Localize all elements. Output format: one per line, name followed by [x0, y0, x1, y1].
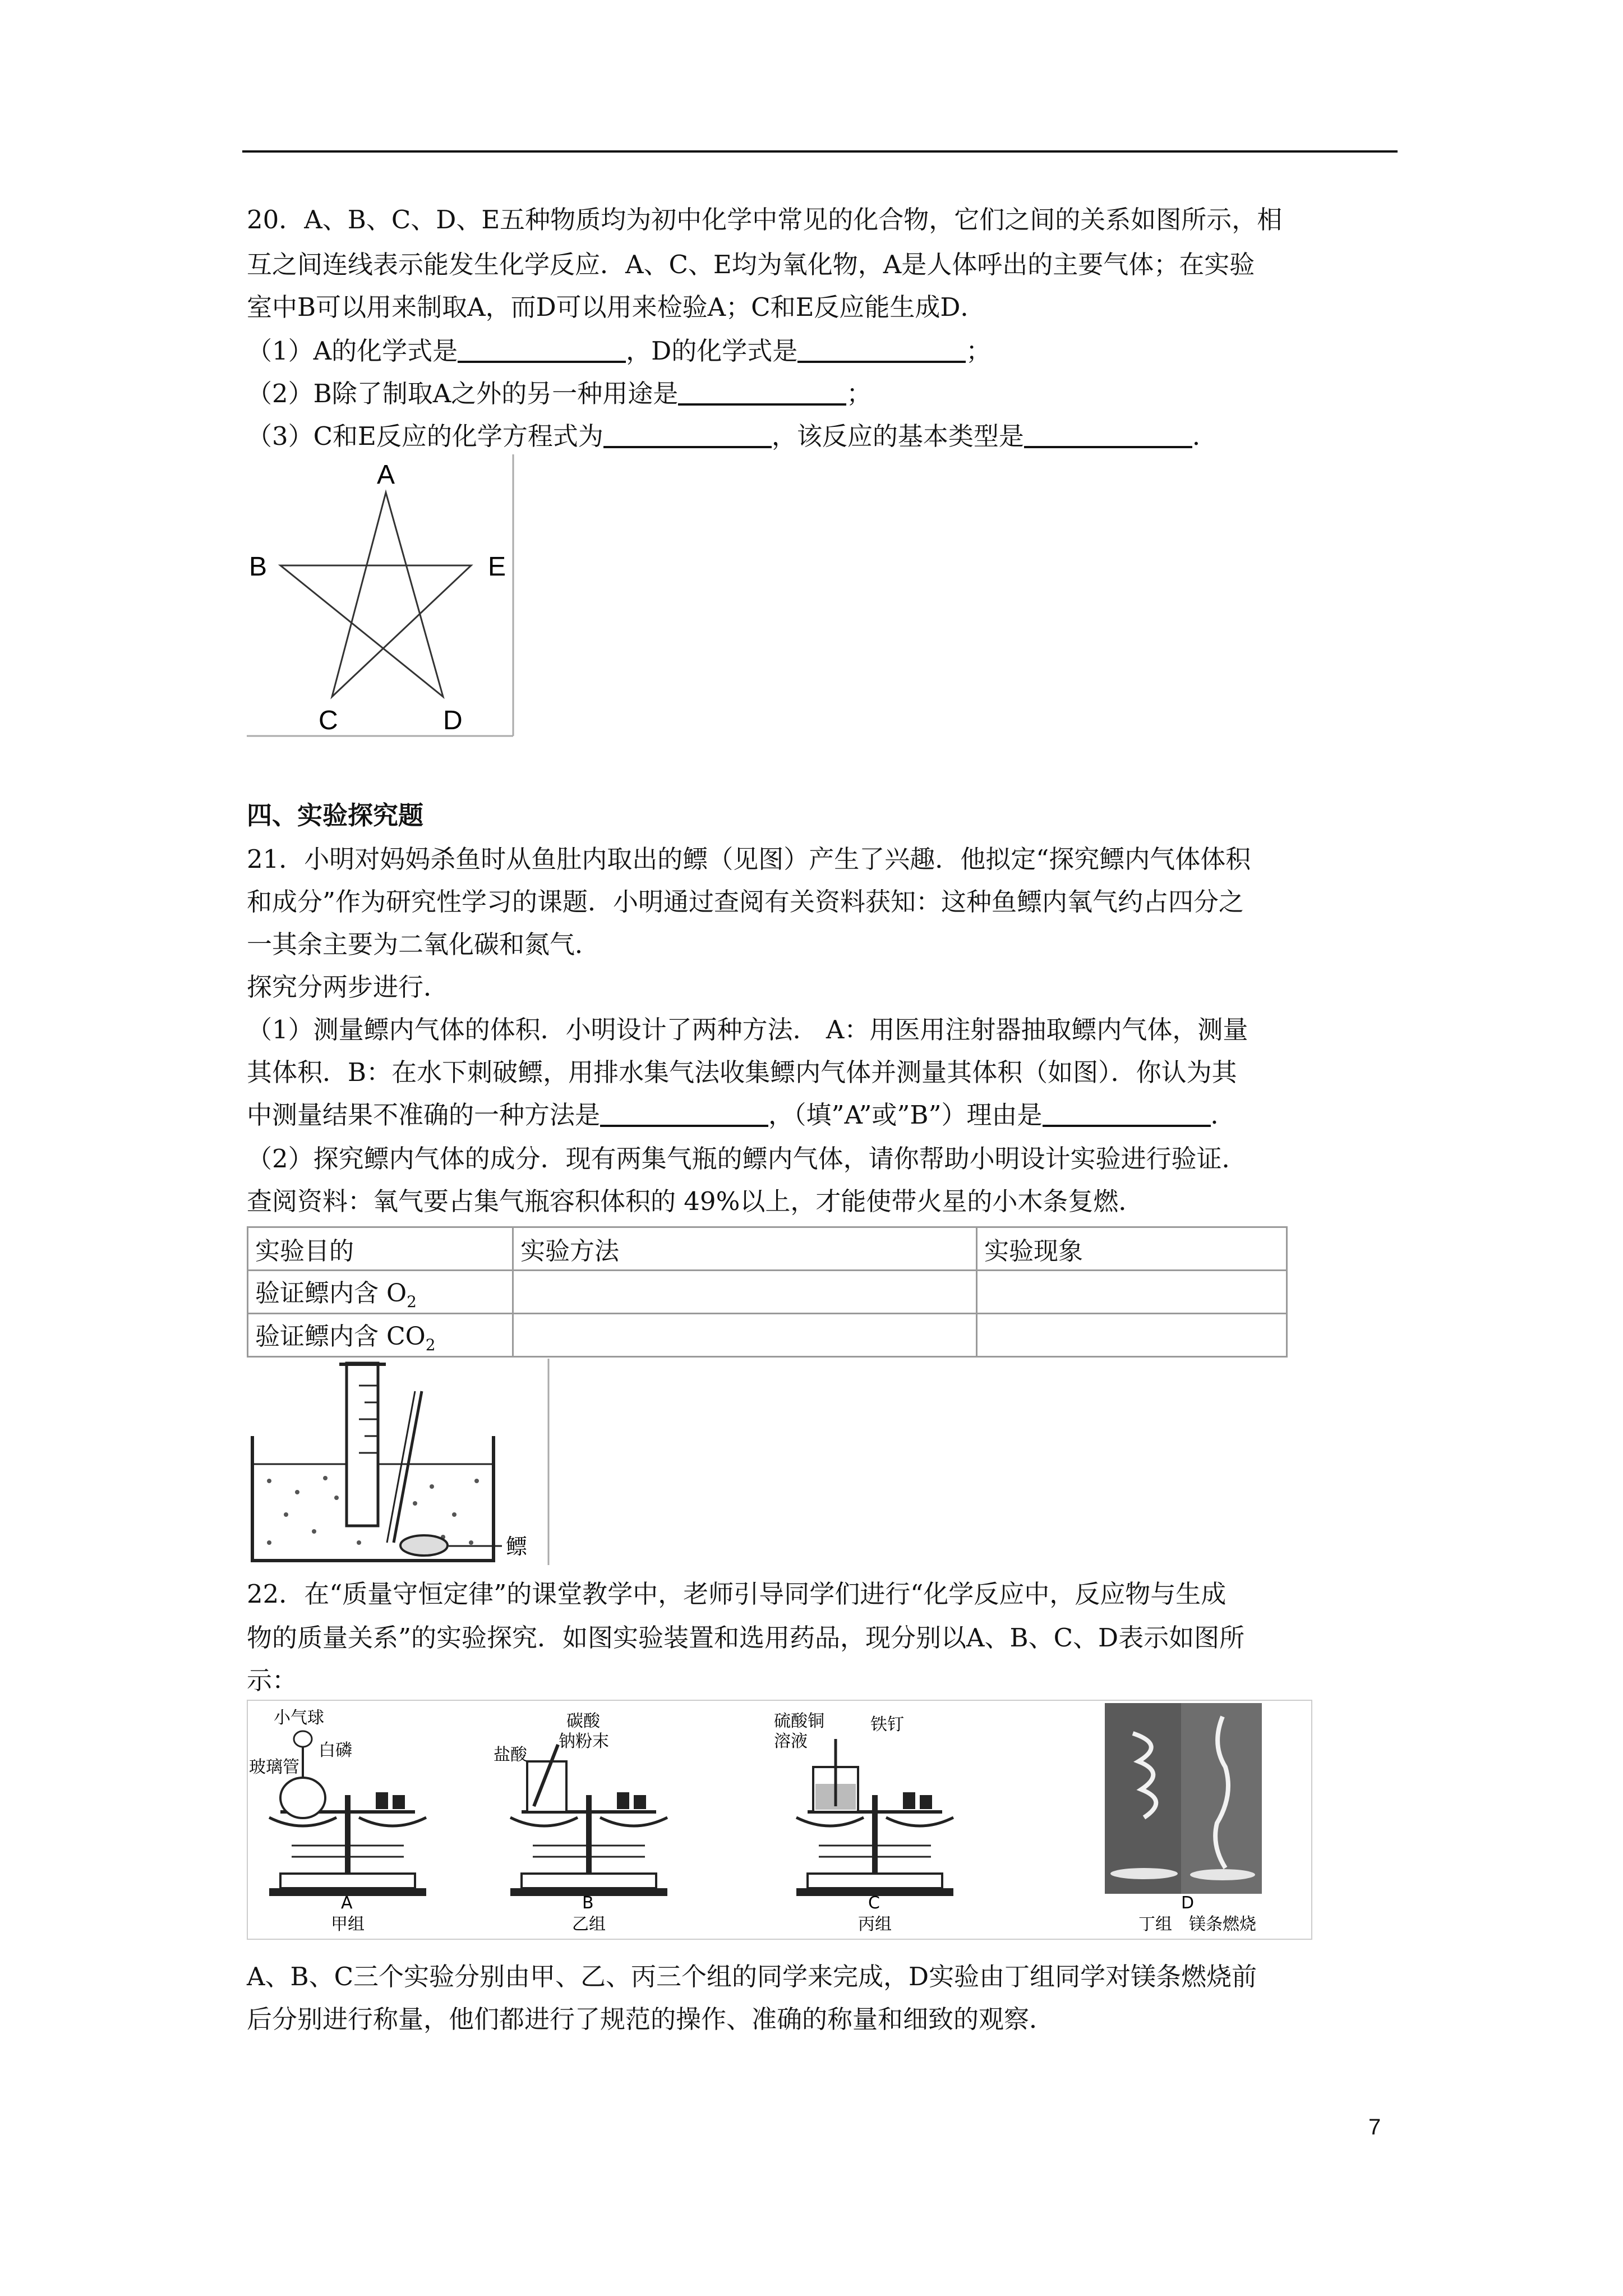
section-title: 四、实验探究题	[247, 800, 424, 830]
d-group: 丁组	[1138, 1915, 1172, 1934]
q20-line1: 20．A、B、C、D、E五种物质均为初中化学中常见的化合物，它们之间的关系如图所示，相	[247, 205, 1283, 234]
q20-sub1	[247, 331, 991, 371]
q22-after-line1: A、B、C三个实验分别由甲、乙、丙三个组的同学来完成，D实验由丁组同学对镁条燃烧前	[247, 1962, 1257, 1991]
table-row	[248, 1314, 1287, 1357]
table-cell-phenomenon-o2[interactable]	[977, 1271, 1287, 1314]
b-label-hcl: 盐酸	[494, 1745, 527, 1765]
c-label-nail: 铁钉	[870, 1715, 904, 1734]
b-letter: B	[582, 1893, 594, 1913]
q20-sub3-text-c: ．	[1192, 421, 1218, 451]
star-diagram	[241, 449, 522, 740]
q21-line3: 一其余主要为二氧化碳和氮气．	[247, 930, 601, 959]
swim-bladder-label: 鳔	[506, 1534, 528, 1559]
header-rule	[242, 150, 1398, 153]
q21-line7-text-b: ，（填”A”或”B”）理由是	[768, 1100, 1043, 1130]
c-letter: C	[868, 1893, 880, 1913]
answer-blank-reaction-type[interactable]	[1024, 417, 1192, 448]
star-label-d: D	[443, 706, 463, 735]
q21-line8: （2）探究鳔内气体的成分．现有两集气瓶的鳔内气体，请你帮助小明设计实验进行验证．	[247, 1144, 1247, 1174]
table-cell-phenomenon-co2[interactable]	[977, 1314, 1287, 1357]
q20-sub1-text-b: ，D的化学式是	[626, 336, 798, 366]
a-group: 甲组	[331, 1915, 365, 1934]
swim-bladder	[400, 1535, 448, 1556]
table-cell-method-co2[interactable]	[513, 1314, 977, 1357]
a-label-balloon: 小气球	[274, 1708, 324, 1728]
answer-blank-equation[interactable]	[603, 417, 772, 448]
table-header-row	[248, 1227, 1287, 1271]
purpose-co2-sub: 2	[425, 1335, 436, 1354]
q21-line4: 探究分两步进行．	[247, 972, 449, 1002]
balance-experiments-figure	[247, 1700, 1312, 1941]
c-label-cuso4-1: 硫酸铜	[774, 1711, 824, 1731]
q22-line1: 22．在“质量守恒定律”的课堂教学中，老师引导同学们进行“化学反应中，反应物与生成	[247, 1579, 1227, 1609]
graduated-cylinder	[347, 1363, 378, 1526]
a-letter: A	[341, 1893, 353, 1913]
b-group: 乙组	[572, 1915, 606, 1934]
d-letter: D	[1181, 1893, 1195, 1913]
q22-line3: 示：	[247, 1665, 298, 1695]
b-label-na2co3-2: 钠粉末	[559, 1732, 609, 1751]
q21-line1: 21．小明对妈妈杀鱼时从鱼肚内取出的鳔（见图）产生了兴趣．他拟定“探究鳔内气体体积	[247, 844, 1251, 874]
page-number: 7	[1368, 2115, 1381, 2139]
a-label-glass-tube: 玻璃管	[249, 1757, 299, 1777]
q21-line9: 查阅资料：氧气要占集气瓶容积体积的 49%以上，才能使带火星的小木条复燃．	[247, 1186, 1144, 1216]
apparatus-c	[796, 1739, 953, 1896]
q21-line5: （1）测量鳔内气体的体积．小明设计了两种方法． A：用医用注射器抽取鳔内气体，测量	[247, 1015, 1248, 1045]
table-header-phenomenon: 实验现象	[977, 1227, 1287, 1271]
table-cell-purpose-co2	[248, 1314, 513, 1357]
collection-tube	[394, 1391, 422, 1543]
b-label-na2co3-1: 碳酸	[566, 1711, 600, 1731]
q20-sub1-text-c: ；	[966, 336, 992, 366]
q20-sub2	[247, 374, 872, 414]
q22-line2: 物的质量关系”的实验探究．如图实验装置和选用药品，现分别以A、B、C、D表示如图所	[247, 1623, 1245, 1653]
q21-line7	[247, 1095, 1236, 1135]
q20-sub2-text-a: （2）B除了制取A之外的另一种用途是	[247, 379, 679, 408]
collection-tube-inner	[387, 1391, 415, 1543]
q20-sub1-text-a: （1）A的化学式是	[247, 336, 458, 366]
q21-line7-text-a: 中测量结果不准确的一种方法是	[247, 1100, 601, 1130]
purpose-o2-text: 验证鳔内含 O	[255, 1279, 407, 1308]
q21-line7-text-c: ．	[1210, 1100, 1236, 1130]
apparatus-b	[510, 1745, 667, 1896]
answer-blank-reason[interactable]	[1043, 1096, 1211, 1127]
c-label-cuso4-2: 溶液	[774, 1732, 808, 1751]
star-label-e: E	[488, 552, 506, 582]
d-caption: 镁条燃烧	[1189, 1915, 1256, 1934]
star-label-b: B	[249, 552, 268, 582]
q20-line2: 互之间连线表示能发生化学反应．A、C、E均为氧化物，A是人体呼出的主要气体；在实验	[247, 250, 1255, 279]
answer-blank-a-formula[interactable]	[458, 332, 626, 363]
q20-line3: 室中B可以用来制取A，而D可以用来检验A；C和E反应能生成D．	[247, 292, 986, 322]
purpose-co2-text: 验证鳔内含 CO	[255, 1322, 426, 1351]
answer-blank-b-use[interactable]	[678, 374, 846, 406]
q20-sub3-text-a: （3）C和E反应的化学方程式为	[247, 421, 603, 451]
q22-after-line2: 后分别进行称量，他们都进行了规范的操作、准确的称量和细致的观察．	[247, 2004, 1055, 2034]
star-label-a: A	[377, 460, 395, 490]
answer-blank-d-formula[interactable]	[797, 332, 966, 363]
table-header-purpose: 实验目的	[248, 1227, 513, 1271]
star-lines	[280, 493, 471, 697]
c-group: 丙组	[858, 1915, 892, 1934]
water-collection-figure	[247, 1358, 561, 1571]
a-label-white-p: 白磷	[319, 1741, 352, 1760]
experiment-table	[247, 1226, 1288, 1358]
q21-line6: 其体积．B：在水下刺破鳔，用排水集气法收集鳔内气体并测量其体积（如图）．你认为其	[247, 1057, 1237, 1087]
table-cell-purpose-o2	[248, 1271, 513, 1314]
q20-sub3-text-b: ，该反应的基本类型是	[771, 421, 1024, 451]
table-cell-method-o2[interactable]	[513, 1271, 977, 1314]
star-label-c: C	[319, 706, 338, 735]
purpose-o2-sub: 2	[407, 1292, 417, 1311]
q21-line2: 和成分”作为研究性学习的课题．小明通过查阅有关资料获知：这种鱼鳔内氧气约占四分之	[247, 887, 1244, 917]
table-header-method: 实验方法	[513, 1227, 977, 1271]
apparatus-d-photo	[1105, 1703, 1262, 1894]
table-row	[248, 1271, 1287, 1314]
q20-sub2-text-b: ；	[846, 379, 872, 408]
answer-blank-method[interactable]	[600, 1096, 768, 1127]
